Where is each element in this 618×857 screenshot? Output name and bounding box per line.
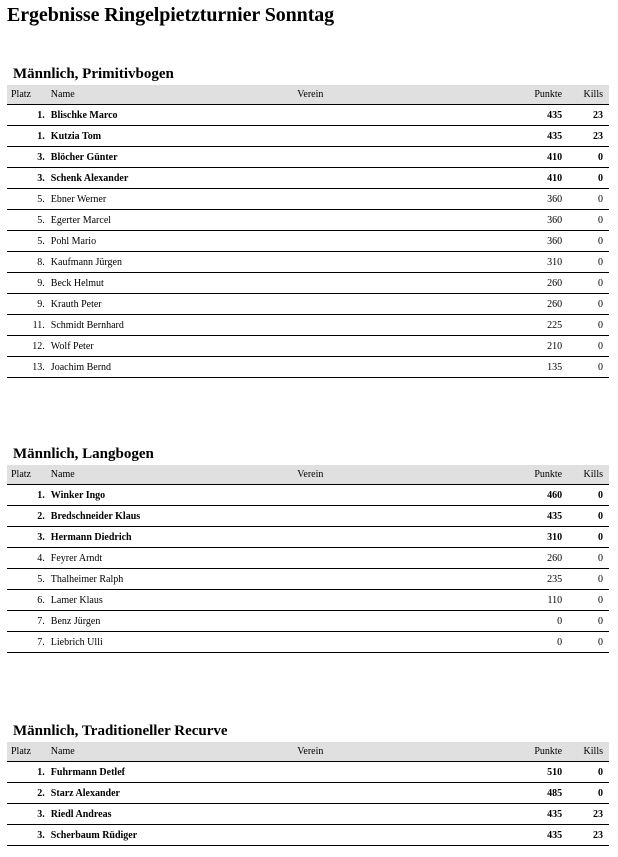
- rank-cell: 2.: [7, 506, 51, 527]
- results-table: [7, 465, 609, 653]
- table-row: [7, 590, 609, 611]
- rank-cell: 5.: [7, 569, 51, 590]
- name-cell: Winker Ingo: [51, 485, 298, 506]
- points-cell: 110: [501, 590, 562, 611]
- table-header-row: [7, 465, 609, 485]
- column-header-kills: Kills: [562, 742, 609, 762]
- kills-cell: 0: [562, 548, 609, 569]
- table-header-row: [7, 742, 609, 762]
- column-header-punkte: Punkte: [501, 465, 562, 485]
- club-cell: [297, 273, 501, 294]
- rank-cell: 9.: [7, 273, 51, 294]
- column-header-verein: Verein: [297, 465, 501, 485]
- name-cell: Thalheimer Ralph: [51, 569, 298, 590]
- rank-cell: 3.: [7, 147, 51, 168]
- table-row: [7, 252, 609, 273]
- table-header-row: [7, 85, 609, 105]
- kills-cell: 23: [562, 126, 609, 147]
- points-cell: 225: [501, 315, 562, 336]
- table-row: [7, 126, 609, 147]
- column-header-kills: Kills: [562, 85, 609, 105]
- club-cell: [297, 210, 501, 231]
- points-cell: 435: [501, 126, 562, 147]
- kills-cell: 0: [562, 273, 609, 294]
- column-header-name: Name: [51, 465, 298, 485]
- club-cell: [297, 548, 501, 569]
- kills-cell: 0: [562, 569, 609, 590]
- section-traditioneller-recurve: [7, 720, 609, 846]
- table-row: [7, 168, 609, 189]
- points-cell: 360: [501, 231, 562, 252]
- kills-cell: 0: [562, 231, 609, 252]
- points-cell: 260: [501, 548, 562, 569]
- points-cell: 0: [501, 611, 562, 632]
- club-cell: [297, 315, 501, 336]
- name-cell: Schmidt Bernhard: [51, 315, 298, 336]
- kills-cell: 0: [562, 762, 609, 783]
- name-cell: Pohl Mario: [51, 231, 298, 252]
- rank-cell: 6.: [7, 590, 51, 611]
- name-cell: Liebrich Ulli: [51, 632, 298, 653]
- points-cell: 435: [501, 804, 562, 825]
- club-cell: [297, 632, 501, 653]
- name-cell: Benz Jürgen: [51, 611, 298, 632]
- table-row: [7, 632, 609, 653]
- rank-cell: 3.: [7, 825, 51, 846]
- points-cell: 485: [501, 783, 562, 804]
- name-cell: Bredschneider Klaus: [51, 506, 298, 527]
- club-cell: [297, 189, 501, 210]
- column-header-platz: Platz: [7, 85, 51, 105]
- club-cell: [297, 762, 501, 783]
- column-header-verein: Verein: [297, 85, 501, 105]
- rank-cell: 5.: [7, 231, 51, 252]
- kills-cell: 0: [562, 611, 609, 632]
- table-row: [7, 506, 609, 527]
- rank-cell: 3.: [7, 168, 51, 189]
- results-table: [7, 85, 609, 378]
- club-cell: [297, 105, 501, 126]
- club-cell: [297, 147, 501, 168]
- kills-cell: 23: [562, 825, 609, 846]
- table-row: [7, 273, 609, 294]
- column-header-name: Name: [51, 85, 298, 105]
- table-row: [7, 315, 609, 336]
- table-row: [7, 147, 609, 168]
- section-title: Männlich, Primitivbogen: [13, 66, 174, 82]
- rank-cell: 8.: [7, 252, 51, 273]
- column-header-platz: Platz: [7, 465, 51, 485]
- table-row: [7, 527, 609, 548]
- name-cell: Lamer Klaus: [51, 590, 298, 611]
- rank-cell: 1.: [7, 105, 51, 126]
- points-cell: 510: [501, 762, 562, 783]
- points-cell: 435: [501, 105, 562, 126]
- club-cell: [297, 569, 501, 590]
- table-row: [7, 294, 609, 315]
- name-cell: Feyrer Arndt: [51, 548, 298, 569]
- rank-cell: 1.: [7, 485, 51, 506]
- section-langbogen: [7, 443, 609, 653]
- club-cell: [297, 527, 501, 548]
- rank-cell: 4.: [7, 548, 51, 569]
- table-row: [7, 611, 609, 632]
- points-cell: 260: [501, 294, 562, 315]
- kills-cell: 0: [562, 506, 609, 527]
- kills-cell: 0: [562, 252, 609, 273]
- name-cell: Riedl Andreas: [51, 804, 298, 825]
- table-row: [7, 804, 609, 825]
- points-cell: 435: [501, 506, 562, 527]
- rank-cell: 2.: [7, 783, 51, 804]
- points-cell: 410: [501, 147, 562, 168]
- page-title: Ergebnisse Ringelpietzturnier Sonntag: [7, 4, 335, 26]
- points-cell: 310: [501, 252, 562, 273]
- table-row: [7, 825, 609, 846]
- name-cell: Starz Alexander: [51, 783, 298, 804]
- points-cell: 210: [501, 336, 562, 357]
- name-cell: Egerter Marcel: [51, 210, 298, 231]
- club-cell: [297, 485, 501, 506]
- rank-cell: 7.: [7, 611, 51, 632]
- table-row: [7, 336, 609, 357]
- club-cell: [297, 231, 501, 252]
- points-cell: 360: [501, 189, 562, 210]
- rank-cell: 11.: [7, 315, 51, 336]
- kills-cell: 0: [562, 189, 609, 210]
- section-title: Männlich, Traditioneller Recurve: [13, 723, 228, 739]
- points-cell: 135: [501, 357, 562, 378]
- section-primitivbogen: [7, 63, 609, 378]
- rank-cell: 3.: [7, 527, 51, 548]
- rank-cell: 9.: [7, 294, 51, 315]
- points-cell: 410: [501, 168, 562, 189]
- table-row: [7, 783, 609, 804]
- kills-cell: 0: [562, 485, 609, 506]
- rank-cell: 5.: [7, 189, 51, 210]
- table-row: [7, 569, 609, 590]
- points-cell: 235: [501, 569, 562, 590]
- kills-cell: 0: [562, 590, 609, 611]
- club-cell: [297, 804, 501, 825]
- name-cell: Schenk Alexander: [51, 168, 298, 189]
- points-cell: 260: [501, 273, 562, 294]
- points-cell: 310: [501, 527, 562, 548]
- name-cell: Scherbaum Rüdiger: [51, 825, 298, 846]
- points-cell: 360: [501, 210, 562, 231]
- name-cell: Joachim Bernd: [51, 357, 298, 378]
- points-cell: 460: [501, 485, 562, 506]
- name-cell: Kutzia Tom: [51, 126, 298, 147]
- rank-cell: 1.: [7, 126, 51, 147]
- table-row: [7, 762, 609, 783]
- club-cell: [297, 825, 501, 846]
- points-cell: 435: [501, 825, 562, 846]
- rank-cell: 12.: [7, 336, 51, 357]
- column-header-platz: Platz: [7, 742, 51, 762]
- column-header-verein: Verein: [297, 742, 501, 762]
- rank-cell: 7.: [7, 632, 51, 653]
- table-row: [7, 105, 609, 126]
- club-cell: [297, 357, 501, 378]
- kills-cell: 23: [562, 804, 609, 825]
- table-row: [7, 210, 609, 231]
- results-table: [7, 742, 609, 846]
- kills-cell: 0: [562, 210, 609, 231]
- rank-cell: 5.: [7, 210, 51, 231]
- table-row: [7, 231, 609, 252]
- club-cell: [297, 590, 501, 611]
- points-cell: 0: [501, 632, 562, 653]
- kills-cell: 0: [562, 783, 609, 804]
- table-row: [7, 357, 609, 378]
- name-cell: Wolf Peter: [51, 336, 298, 357]
- name-cell: Ebner Werner: [51, 189, 298, 210]
- name-cell: Blöcher Günter: [51, 147, 298, 168]
- name-cell: Blischke Marco: [51, 105, 298, 126]
- kills-cell: 0: [562, 294, 609, 315]
- club-cell: [297, 252, 501, 273]
- club-cell: [297, 506, 501, 527]
- kills-cell: 0: [562, 527, 609, 548]
- kills-cell: 0: [562, 168, 609, 189]
- name-cell: Hermann Diedrich: [51, 527, 298, 548]
- rank-cell: 1.: [7, 762, 51, 783]
- name-cell: Beck Helmut: [51, 273, 298, 294]
- table-row: [7, 189, 609, 210]
- name-cell: Fuhrmann Detlef: [51, 762, 298, 783]
- kills-cell: 0: [562, 336, 609, 357]
- kills-cell: 0: [562, 315, 609, 336]
- column-header-punkte: Punkte: [501, 85, 562, 105]
- table-row: [7, 485, 609, 506]
- kills-cell: 0: [562, 357, 609, 378]
- club-cell: [297, 294, 501, 315]
- rank-cell: 3.: [7, 804, 51, 825]
- club-cell: [297, 126, 501, 147]
- section-title: Männlich, Langbogen: [13, 446, 154, 462]
- rank-cell: 13.: [7, 357, 51, 378]
- column-header-kills: Kills: [562, 465, 609, 485]
- club-cell: [297, 336, 501, 357]
- name-cell: Kaufmann Jürgen: [51, 252, 298, 273]
- column-header-punkte: Punkte: [501, 742, 562, 762]
- kills-cell: 23: [562, 105, 609, 126]
- name-cell: Krauth Peter: [51, 294, 298, 315]
- club-cell: [297, 168, 501, 189]
- club-cell: [297, 611, 501, 632]
- kills-cell: 0: [562, 147, 609, 168]
- table-row: [7, 548, 609, 569]
- club-cell: [297, 783, 501, 804]
- column-header-name: Name: [51, 742, 298, 762]
- kills-cell: 0: [562, 632, 609, 653]
